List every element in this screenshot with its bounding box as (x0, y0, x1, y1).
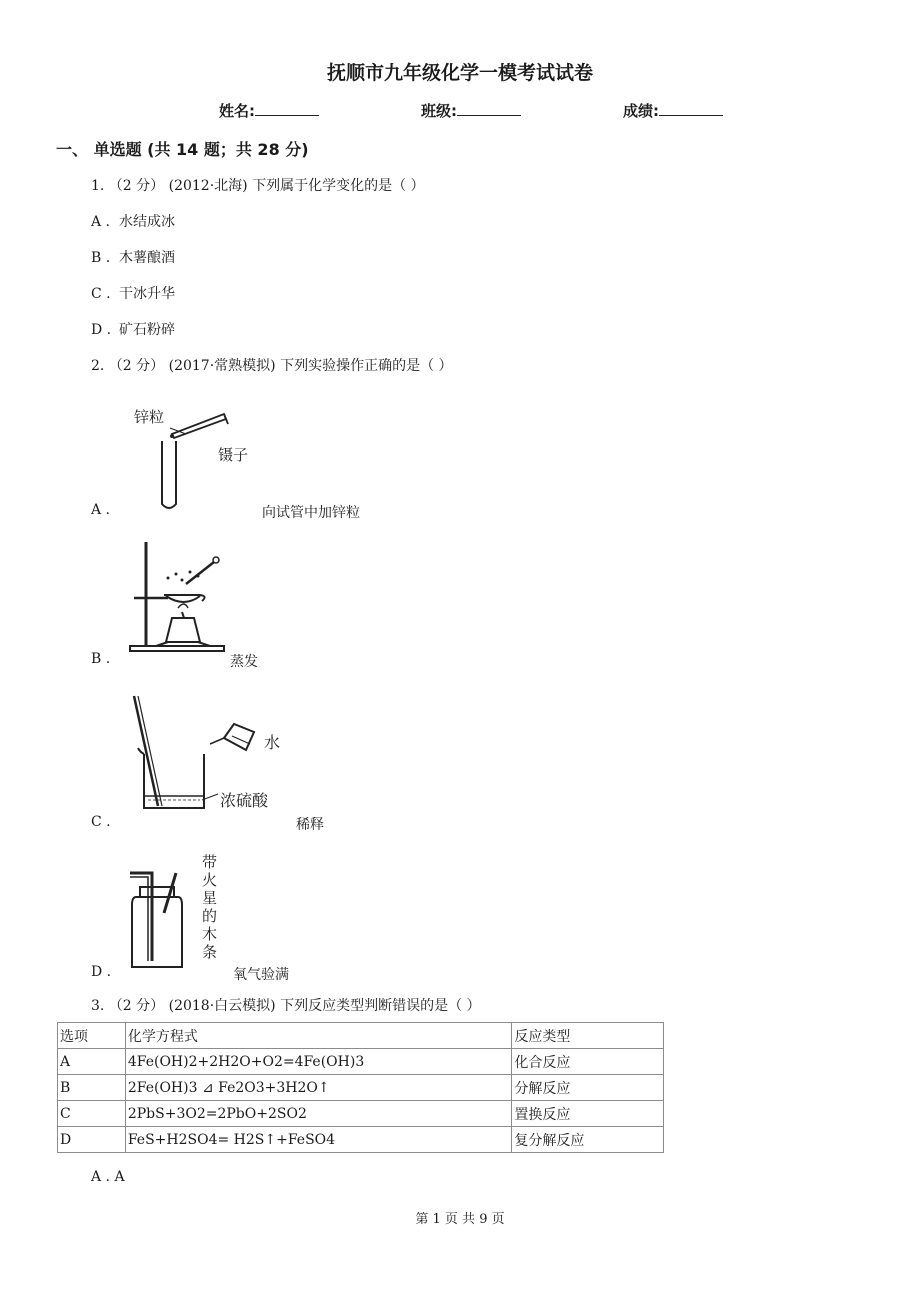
class-blank[interactable] (457, 101, 521, 116)
question-3-stem: 3. （2 分） (2018·白云模拟) 下列反应类型判断错误的是（ ） (91, 998, 481, 1014)
class-field (421, 100, 521, 121)
q2-option-c-caption: 稀释 (296, 817, 324, 833)
table-cell: 2PbS+3O2=2PbO+2SO2 (125, 1101, 512, 1127)
q1-option-d[interactable] (91, 319, 175, 339)
q2-option-d-caption: 氧气验满 (233, 967, 289, 983)
q2-option-b-caption: 蒸发 (230, 654, 258, 670)
option-text: 木薯酿酒 (119, 250, 175, 266)
table-header-cell: 选项 (58, 1023, 126, 1049)
figure-label-zinc: 锌粒 (134, 408, 165, 426)
table-header-row (58, 1023, 664, 1049)
name-field (219, 100, 319, 121)
zinc-test-tube-figure (130, 400, 260, 515)
q1-option-a[interactable] (91, 211, 175, 231)
oxygen-test-figure (122, 853, 232, 973)
score-blank[interactable] (659, 101, 723, 116)
table-cell: 2Fe(OH)3 ⊿ Fe2O3+3H2O↑ (125, 1075, 512, 1101)
figure-label-char-6: 条 (202, 943, 218, 961)
question-2-stem: 2. （2 分） (2017·常熟模拟) 下列实验操作正确的是（ ） (91, 358, 453, 374)
figure-label-tweezers: 镊子 (218, 446, 249, 464)
figure-label-char-4: 的 (202, 907, 218, 925)
table-cell: A (58, 1049, 126, 1075)
q2-option-d[interactable] (91, 964, 119, 980)
figure-label-water: 水 (264, 733, 281, 752)
q2-option-b[interactable] (91, 651, 119, 667)
option-label: C . (91, 286, 111, 302)
score-field (623, 100, 723, 121)
table-row (58, 1127, 664, 1153)
evaporation-figure (128, 538, 226, 656)
table-cell: D (58, 1127, 126, 1153)
option-label: D . (91, 964, 112, 980)
question-1-stem: 1. （2 分） (2012·北海) 下列属于化学变化的是（ ） (91, 178, 425, 194)
option-label: B . (91, 250, 111, 266)
exam-title: 抚顺市九年级化学一模考试试卷 (326, 62, 593, 84)
option-text: 水结成冰 (119, 214, 175, 230)
class-label: 班级: (421, 102, 457, 120)
name-label: 姓名: (219, 102, 255, 120)
q2-option-c[interactable] (91, 814, 119, 830)
dilution-figure (130, 692, 290, 814)
figure-label-char-5: 木 (202, 925, 218, 943)
option-text: 矿石粉碎 (119, 322, 175, 338)
table-header-cell: 化学方程式 (125, 1023, 512, 1049)
q3-option-a[interactable]: A . A (91, 1169, 125, 1185)
table-cell: 置换反应 (512, 1101, 664, 1127)
q1-option-c[interactable] (91, 283, 175, 303)
option-text: 干冰升华 (119, 286, 175, 302)
table-cell: C (58, 1101, 126, 1127)
option-label: C . (91, 814, 111, 830)
score-label: 成绩: (623, 102, 659, 120)
q1-option-b[interactable] (91, 247, 175, 267)
table-cell: 分解反应 (512, 1075, 664, 1101)
figure-label-acid: 浓硫酸 (220, 791, 269, 810)
q2-option-a-caption: 向试管中加锌粒 (262, 505, 360, 521)
option-label: D . (91, 322, 112, 338)
table-row (58, 1101, 664, 1127)
table-cell: 4Fe(OH)2+2H2O+O2=4Fe(OH)3 (125, 1049, 512, 1075)
page-footer: 第 1 页 共 9 页 (415, 1212, 505, 1227)
table-row (58, 1049, 664, 1075)
q2-option-a[interactable] (91, 502, 119, 518)
figure-label-char-3: 星 (202, 889, 218, 907)
section-heading: 一、 单选题 (共 14 题；共 28 分) (56, 140, 309, 159)
option-label: A . (91, 502, 111, 518)
table-cell: FeS+H2SO4= H2S↑+FeSO4 (125, 1127, 512, 1153)
option-label: A . (91, 214, 111, 230)
reaction-table (57, 1022, 664, 1153)
figure-label-char-1: 带 (202, 853, 218, 871)
table-cell: B (58, 1075, 126, 1101)
table-cell: 复分解反应 (512, 1127, 664, 1153)
option-label: B . (91, 651, 111, 667)
table-cell: 化合反应 (512, 1049, 664, 1075)
name-blank[interactable] (255, 101, 319, 116)
figure-label-char-2: 火 (202, 871, 218, 889)
table-row (58, 1075, 664, 1101)
table-header-cell: 反应类型 (512, 1023, 664, 1049)
